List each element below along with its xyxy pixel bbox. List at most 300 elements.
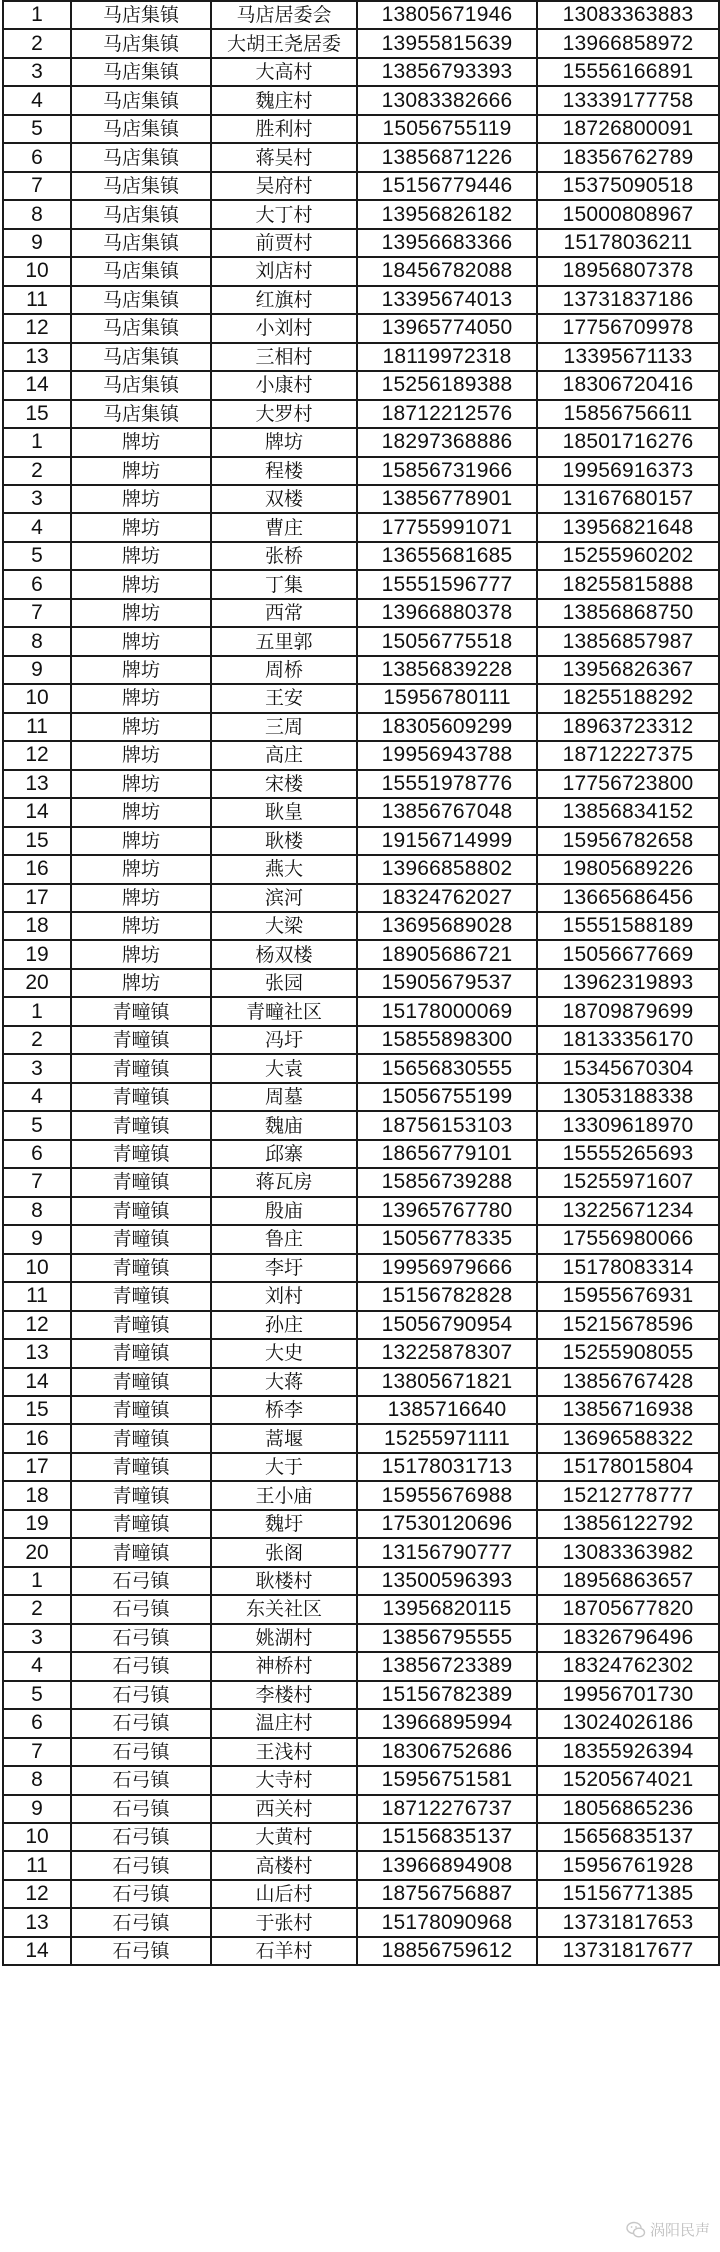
table-row bbox=[3, 1510, 719, 1538]
row-index-cell: 15 bbox=[3, 400, 71, 428]
town-cell: 青疃镇 bbox=[71, 1453, 211, 1481]
town-cell: 石弓镇 bbox=[71, 1766, 211, 1794]
town-cell: 牌坊 bbox=[71, 770, 211, 798]
phone-2-cell: 13856767428 bbox=[537, 1368, 719, 1396]
village-cell: 石羊村 bbox=[211, 1937, 357, 1965]
table-row bbox=[3, 599, 719, 627]
town-cell: 牌坊 bbox=[71, 912, 211, 940]
table-row bbox=[3, 684, 719, 712]
village-cell: 大于 bbox=[211, 1453, 357, 1481]
table-row bbox=[3, 1481, 719, 1509]
table-row bbox=[3, 1339, 719, 1367]
table-row bbox=[3, 172, 719, 200]
town-cell: 牌坊 bbox=[71, 884, 211, 912]
village-cell: 张园 bbox=[211, 969, 357, 997]
row-index-cell: 18 bbox=[3, 912, 71, 940]
phone-1-cell: 18756153103 bbox=[357, 1111, 537, 1139]
village-cell: 小刘村 bbox=[211, 314, 357, 342]
phone-1-cell: 15551596777 bbox=[357, 570, 537, 598]
village-cell: 牌坊 bbox=[211, 428, 357, 456]
phone-2-cell: 17756723800 bbox=[537, 770, 719, 798]
town-cell: 青疃镇 bbox=[71, 1054, 211, 1082]
village-cell: 蒋吴村 bbox=[211, 143, 357, 171]
row-index-cell: 11 bbox=[3, 286, 71, 314]
phone-2-cell: 15556166891 bbox=[537, 58, 719, 86]
row-index-cell: 5 bbox=[3, 1111, 71, 1139]
village-cell: 前贾村 bbox=[211, 229, 357, 257]
watermark bbox=[626, 2219, 710, 2240]
watermark-text: 涡阳民声 bbox=[649, 2221, 710, 2239]
town-cell: 马店集镇 bbox=[71, 200, 211, 228]
table-row bbox=[3, 343, 719, 371]
town-cell: 青疃镇 bbox=[71, 1481, 211, 1509]
phone-2-cell: 18501716276 bbox=[537, 428, 719, 456]
phone-1-cell: 13856793393 bbox=[357, 58, 537, 86]
phone-2-cell: 15000808967 bbox=[537, 200, 719, 228]
phone-1-cell: 13966858802 bbox=[357, 855, 537, 883]
town-cell: 牌坊 bbox=[71, 428, 211, 456]
row-index-cell: 12 bbox=[3, 1880, 71, 1908]
town-cell: 马店集镇 bbox=[71, 343, 211, 371]
table-row bbox=[3, 627, 719, 655]
town-cell: 牌坊 bbox=[71, 684, 211, 712]
town-cell: 石弓镇 bbox=[71, 1624, 211, 1652]
row-index-cell: 4 bbox=[3, 86, 71, 114]
table-row bbox=[3, 969, 719, 997]
row-index-cell: 10 bbox=[3, 1254, 71, 1282]
row-index-cell: 1 bbox=[3, 428, 71, 456]
phone-1-cell: 15056755119 bbox=[357, 115, 537, 143]
town-cell: 石弓镇 bbox=[71, 1908, 211, 1936]
row-index-cell: 3 bbox=[3, 1624, 71, 1652]
village-cell: 张阁 bbox=[211, 1538, 357, 1566]
town-cell: 牌坊 bbox=[71, 513, 211, 541]
village-cell: 蒋瓦房 bbox=[211, 1168, 357, 1196]
village-cell: 周墓 bbox=[211, 1083, 357, 1111]
phone-1-cell: 15056755199 bbox=[357, 1083, 537, 1111]
phone-2-cell: 18324762302 bbox=[537, 1652, 719, 1680]
table-row bbox=[3, 1140, 719, 1168]
village-cell: 孙庄 bbox=[211, 1311, 357, 1339]
phone-2-cell: 13956826367 bbox=[537, 656, 719, 684]
phone-2-cell: 18705677820 bbox=[537, 1595, 719, 1623]
phone-1-cell: 15656830555 bbox=[357, 1054, 537, 1082]
phone-2-cell: 17556980066 bbox=[537, 1225, 719, 1253]
village-cell: 大袁 bbox=[211, 1054, 357, 1082]
phone-2-cell: 15375090518 bbox=[537, 172, 719, 200]
phone-1-cell: 15255971111 bbox=[357, 1424, 537, 1452]
phone-1-cell: 15178031713 bbox=[357, 1453, 537, 1481]
town-cell: 青疃镇 bbox=[71, 1311, 211, 1339]
row-index-cell: 16 bbox=[3, 855, 71, 883]
phone-2-cell: 15955676931 bbox=[537, 1282, 719, 1310]
town-cell: 马店集镇 bbox=[71, 86, 211, 114]
table-row bbox=[3, 1937, 719, 1965]
village-cell: 高庄 bbox=[211, 741, 357, 769]
table-row bbox=[3, 29, 719, 57]
table-row bbox=[3, 1595, 719, 1623]
phone-1-cell: 15156835137 bbox=[357, 1823, 537, 1851]
row-index-cell: 8 bbox=[3, 200, 71, 228]
phone-2-cell: 15956761928 bbox=[537, 1851, 719, 1879]
row-index-cell: 7 bbox=[3, 599, 71, 627]
phone-1-cell: 18712276737 bbox=[357, 1795, 537, 1823]
table-row bbox=[3, 1026, 719, 1054]
table-row bbox=[3, 257, 719, 285]
village-cell: 魏圩 bbox=[211, 1510, 357, 1538]
phone-1-cell: 13956683366 bbox=[357, 229, 537, 257]
row-index-cell: 9 bbox=[3, 229, 71, 257]
village-cell: 大寺村 bbox=[211, 1766, 357, 1794]
phone-1-cell: 19956943788 bbox=[357, 741, 537, 769]
phone-2-cell: 18956863657 bbox=[537, 1567, 719, 1595]
table-row bbox=[3, 912, 719, 940]
row-index-cell: 5 bbox=[3, 542, 71, 570]
row-index-cell: 11 bbox=[3, 1851, 71, 1879]
table-row bbox=[3, 1880, 719, 1908]
phone-1-cell: 17530120696 bbox=[357, 1510, 537, 1538]
phone-1-cell: 13856723389 bbox=[357, 1652, 537, 1680]
village-cell: 胜利村 bbox=[211, 115, 357, 143]
village-cell: 温庄村 bbox=[211, 1709, 357, 1737]
village-cell: 大胡王尧居委 bbox=[211, 29, 357, 57]
row-index-cell: 1 bbox=[3, 1, 71, 29]
village-cell: 冯圩 bbox=[211, 1026, 357, 1054]
row-index-cell: 12 bbox=[3, 741, 71, 769]
row-index-cell: 7 bbox=[3, 172, 71, 200]
phone-1-cell: 18297368886 bbox=[357, 428, 537, 456]
row-index-cell: 13 bbox=[3, 1908, 71, 1936]
phone-1-cell: 18306752686 bbox=[357, 1738, 537, 1766]
row-index-cell: 4 bbox=[3, 513, 71, 541]
phone-2-cell: 13339177758 bbox=[537, 86, 719, 114]
phone-2-cell: 18306720416 bbox=[537, 371, 719, 399]
phone-1-cell: 13156790777 bbox=[357, 1538, 537, 1566]
town-cell: 青疃镇 bbox=[71, 1396, 211, 1424]
town-cell: 青疃镇 bbox=[71, 1026, 211, 1054]
table-row bbox=[3, 1567, 719, 1595]
table-row bbox=[3, 1453, 719, 1481]
town-cell: 石弓镇 bbox=[71, 1652, 211, 1680]
row-index-cell: 1 bbox=[3, 1567, 71, 1595]
row-index-cell: 7 bbox=[3, 1168, 71, 1196]
phone-1-cell: 15056790954 bbox=[357, 1311, 537, 1339]
phone-2-cell: 13956821648 bbox=[537, 513, 719, 541]
town-cell: 青疃镇 bbox=[71, 1197, 211, 1225]
village-cell: 丁集 bbox=[211, 570, 357, 598]
phone-2-cell: 17756709978 bbox=[537, 314, 719, 342]
phone-1-cell: 18712212576 bbox=[357, 400, 537, 428]
phone-2-cell: 15178083314 bbox=[537, 1254, 719, 1282]
village-cell: 桥李 bbox=[211, 1396, 357, 1424]
village-cell: 大罗村 bbox=[211, 400, 357, 428]
table-row bbox=[3, 200, 719, 228]
table-row bbox=[3, 1254, 719, 1282]
row-index-cell: 15 bbox=[3, 1396, 71, 1424]
village-cell: 张桥 bbox=[211, 542, 357, 570]
row-index-cell: 13 bbox=[3, 343, 71, 371]
phone-2-cell: 15212778777 bbox=[537, 1481, 719, 1509]
phone-1-cell: 15955676988 bbox=[357, 1481, 537, 1509]
table-row bbox=[3, 570, 719, 598]
phone-2-cell: 19956701730 bbox=[537, 1681, 719, 1709]
phone-2-cell: 15156771385 bbox=[537, 1880, 719, 1908]
town-cell: 牌坊 bbox=[71, 542, 211, 570]
table-row bbox=[3, 1197, 719, 1225]
row-index-cell: 2 bbox=[3, 457, 71, 485]
village-cell: 李圩 bbox=[211, 1254, 357, 1282]
town-cell: 马店集镇 bbox=[71, 314, 211, 342]
table-row bbox=[3, 86, 719, 114]
town-cell: 石弓镇 bbox=[71, 1937, 211, 1965]
row-index-cell: 9 bbox=[3, 656, 71, 684]
village-cell: 西常 bbox=[211, 599, 357, 627]
phone-2-cell: 15056677669 bbox=[537, 940, 719, 968]
phone-1-cell: 18305609299 bbox=[357, 713, 537, 741]
phone-2-cell: 15555265693 bbox=[537, 1140, 719, 1168]
phone-2-cell: 19956916373 bbox=[537, 457, 719, 485]
table-row bbox=[3, 827, 719, 855]
row-index-cell: 7 bbox=[3, 1738, 71, 1766]
town-cell: 青疃镇 bbox=[71, 997, 211, 1025]
town-cell: 石弓镇 bbox=[71, 1595, 211, 1623]
village-cell: 三相村 bbox=[211, 343, 357, 371]
village-cell: 刘店村 bbox=[211, 257, 357, 285]
phone-1-cell: 13225878307 bbox=[357, 1339, 537, 1367]
phone-1-cell: 13955815639 bbox=[357, 29, 537, 57]
phone-1-cell: 15178090968 bbox=[357, 1908, 537, 1936]
table-row bbox=[3, 855, 719, 883]
table-row bbox=[3, 371, 719, 399]
table-row bbox=[3, 1709, 719, 1737]
row-index-cell: 1 bbox=[3, 997, 71, 1025]
village-cell: 姚湖村 bbox=[211, 1624, 357, 1652]
village-cell: 王安 bbox=[211, 684, 357, 712]
row-index-cell: 6 bbox=[3, 143, 71, 171]
table-row bbox=[3, 314, 719, 342]
phone-2-cell: 18956807378 bbox=[537, 257, 719, 285]
phone-1-cell: 18905686721 bbox=[357, 940, 537, 968]
town-cell: 马店集镇 bbox=[71, 257, 211, 285]
table-row bbox=[3, 1538, 719, 1566]
village-cell: 大黄村 bbox=[211, 1823, 357, 1851]
village-cell: 燕大 bbox=[211, 855, 357, 883]
town-cell: 青疃镇 bbox=[71, 1339, 211, 1367]
phone-1-cell: 18656779101 bbox=[357, 1140, 537, 1168]
table-row bbox=[3, 1368, 719, 1396]
phone-1-cell: 19956979666 bbox=[357, 1254, 537, 1282]
table-row bbox=[3, 513, 719, 541]
town-cell: 牌坊 bbox=[71, 485, 211, 513]
phone-2-cell: 18255188292 bbox=[537, 684, 719, 712]
phone-2-cell: 13696588322 bbox=[537, 1424, 719, 1452]
phone-1-cell: 13856778901 bbox=[357, 485, 537, 513]
wechat-logo-icon bbox=[626, 2220, 646, 2240]
phone-1-cell: 13395674013 bbox=[357, 286, 537, 314]
row-index-cell: 8 bbox=[3, 1197, 71, 1225]
village-cell: 邱寨 bbox=[211, 1140, 357, 1168]
phone-2-cell: 15215678596 bbox=[537, 1311, 719, 1339]
table-row bbox=[3, 1738, 719, 1766]
town-cell: 马店集镇 bbox=[71, 286, 211, 314]
village-cell: 曹庄 bbox=[211, 513, 357, 541]
phone-2-cell: 18056865236 bbox=[537, 1795, 719, 1823]
village-cell: 西关村 bbox=[211, 1795, 357, 1823]
town-cell: 马店集镇 bbox=[71, 371, 211, 399]
phone-1-cell: 13856795555 bbox=[357, 1624, 537, 1652]
table-row bbox=[3, 741, 719, 769]
row-index-cell: 20 bbox=[3, 1538, 71, 1566]
table-row bbox=[3, 1823, 719, 1851]
town-cell: 石弓镇 bbox=[71, 1823, 211, 1851]
table-row bbox=[3, 1054, 719, 1082]
phone-1-cell: 13500596393 bbox=[357, 1567, 537, 1595]
phone-1-cell: 15256189388 bbox=[357, 371, 537, 399]
row-index-cell: 4 bbox=[3, 1083, 71, 1111]
phone-2-cell: 15656835137 bbox=[537, 1823, 719, 1851]
row-index-cell: 10 bbox=[3, 684, 71, 712]
row-index-cell: 11 bbox=[3, 713, 71, 741]
village-cell: 大高村 bbox=[211, 58, 357, 86]
row-index-cell: 6 bbox=[3, 570, 71, 598]
village-cell: 王浅村 bbox=[211, 1738, 357, 1766]
phone-1-cell: 19156714999 bbox=[357, 827, 537, 855]
phone-1-cell: 18856759612 bbox=[357, 1937, 537, 1965]
row-index-cell: 19 bbox=[3, 1510, 71, 1538]
phone-1-cell: 13856871226 bbox=[357, 143, 537, 171]
phone-2-cell: 13225671234 bbox=[537, 1197, 719, 1225]
row-index-cell: 17 bbox=[3, 1453, 71, 1481]
table-body bbox=[3, 1, 719, 1965]
town-cell: 青疃镇 bbox=[71, 1254, 211, 1282]
row-index-cell: 12 bbox=[3, 314, 71, 342]
village-cell: 于张村 bbox=[211, 1908, 357, 1936]
town-cell: 马店集镇 bbox=[71, 400, 211, 428]
phone-1-cell: 15856731966 bbox=[357, 457, 537, 485]
town-cell: 青疃镇 bbox=[71, 1168, 211, 1196]
row-index-cell: 2 bbox=[3, 1595, 71, 1623]
town-cell: 牌坊 bbox=[71, 627, 211, 655]
town-cell: 石弓镇 bbox=[71, 1709, 211, 1737]
row-index-cell: 6 bbox=[3, 1140, 71, 1168]
table-row bbox=[3, 1083, 719, 1111]
phone-1-cell: 13083382666 bbox=[357, 86, 537, 114]
village-cell: 周桥 bbox=[211, 656, 357, 684]
town-cell: 石弓镇 bbox=[71, 1738, 211, 1766]
row-index-cell: 10 bbox=[3, 257, 71, 285]
table-row bbox=[3, 656, 719, 684]
phone-1-cell: 18119972318 bbox=[357, 343, 537, 371]
phone-2-cell: 13395671133 bbox=[537, 343, 719, 371]
table-row bbox=[3, 1624, 719, 1652]
phone-1-cell: 15956751581 bbox=[357, 1766, 537, 1794]
town-cell: 青疃镇 bbox=[71, 1083, 211, 1111]
village-cell: 大蒋 bbox=[211, 1368, 357, 1396]
row-index-cell: 9 bbox=[3, 1225, 71, 1253]
phone-2-cell: 19805689226 bbox=[537, 855, 719, 883]
village-cell: 大丁村 bbox=[211, 200, 357, 228]
table-row bbox=[3, 1282, 719, 1310]
table-row bbox=[3, 1424, 719, 1452]
village-cell: 王小庙 bbox=[211, 1481, 357, 1509]
table-row bbox=[3, 1311, 719, 1339]
phone-2-cell: 15345670304 bbox=[537, 1054, 719, 1082]
table-row bbox=[3, 428, 719, 456]
table-row bbox=[3, 940, 719, 968]
phone-2-cell: 13856834152 bbox=[537, 798, 719, 826]
row-index-cell: 14 bbox=[3, 1368, 71, 1396]
phone-2-cell: 13083363883 bbox=[537, 1, 719, 29]
phone-2-cell: 15255960202 bbox=[537, 542, 719, 570]
town-cell: 牌坊 bbox=[71, 969, 211, 997]
table-row bbox=[3, 1652, 719, 1680]
row-index-cell: 8 bbox=[3, 627, 71, 655]
village-cell: 高楼村 bbox=[211, 1851, 357, 1879]
table-row bbox=[3, 1111, 719, 1139]
town-cell: 牌坊 bbox=[71, 940, 211, 968]
row-index-cell: 9 bbox=[3, 1795, 71, 1823]
phone-1-cell: 13805671946 bbox=[357, 1, 537, 29]
table-row bbox=[3, 1908, 719, 1936]
village-cell: 马店居委会 bbox=[211, 1, 357, 29]
row-index-cell: 19 bbox=[3, 940, 71, 968]
town-cell: 青疃镇 bbox=[71, 1140, 211, 1168]
table-row bbox=[3, 1225, 719, 1253]
phone-1-cell: 15178000069 bbox=[357, 997, 537, 1025]
phone-2-cell: 15856756611 bbox=[537, 400, 719, 428]
phone-1-cell: 13965767780 bbox=[357, 1197, 537, 1225]
town-cell: 牌坊 bbox=[71, 713, 211, 741]
table-row bbox=[3, 1766, 719, 1794]
village-cell: 耿皇 bbox=[211, 798, 357, 826]
row-index-cell: 14 bbox=[3, 798, 71, 826]
town-cell: 石弓镇 bbox=[71, 1795, 211, 1823]
village-cell: 李楼村 bbox=[211, 1681, 357, 1709]
village-cell: 红旗村 bbox=[211, 286, 357, 314]
village-cell: 青疃社区 bbox=[211, 997, 357, 1025]
village-cell: 宋楼 bbox=[211, 770, 357, 798]
phone-1-cell: 13695689028 bbox=[357, 912, 537, 940]
town-cell: 马店集镇 bbox=[71, 1, 211, 29]
phone-1-cell: 13966894908 bbox=[357, 1851, 537, 1879]
table-row bbox=[3, 229, 719, 257]
town-cell: 石弓镇 bbox=[71, 1880, 211, 1908]
town-cell: 马店集镇 bbox=[71, 58, 211, 86]
table-row bbox=[3, 58, 719, 86]
row-index-cell: 5 bbox=[3, 115, 71, 143]
phone-1-cell: 18756756887 bbox=[357, 1880, 537, 1908]
row-index-cell: 10 bbox=[3, 1823, 71, 1851]
village-cell: 杨双楼 bbox=[211, 940, 357, 968]
village-cell: 五里郭 bbox=[211, 627, 357, 655]
phone-2-cell: 18709879699 bbox=[537, 997, 719, 1025]
phone-1-cell: 15156782389 bbox=[357, 1681, 537, 1709]
village-cell: 东关社区 bbox=[211, 1595, 357, 1623]
village-cell: 小康村 bbox=[211, 371, 357, 399]
village-cell: 蒿堰 bbox=[211, 1424, 357, 1452]
phone-2-cell: 15255908055 bbox=[537, 1339, 719, 1367]
town-cell: 牌坊 bbox=[71, 570, 211, 598]
phone-1-cell: 1385716640 bbox=[357, 1396, 537, 1424]
village-cell: 三周 bbox=[211, 713, 357, 741]
village-cell: 鲁庄 bbox=[211, 1225, 357, 1253]
phone-1-cell: 15855898300 bbox=[357, 1026, 537, 1054]
table-row bbox=[3, 713, 719, 741]
town-cell: 牌坊 bbox=[71, 599, 211, 627]
phone-2-cell: 13962319893 bbox=[537, 969, 719, 997]
village-cell: 山后村 bbox=[211, 1880, 357, 1908]
phone-1-cell: 15956780111 bbox=[357, 684, 537, 712]
